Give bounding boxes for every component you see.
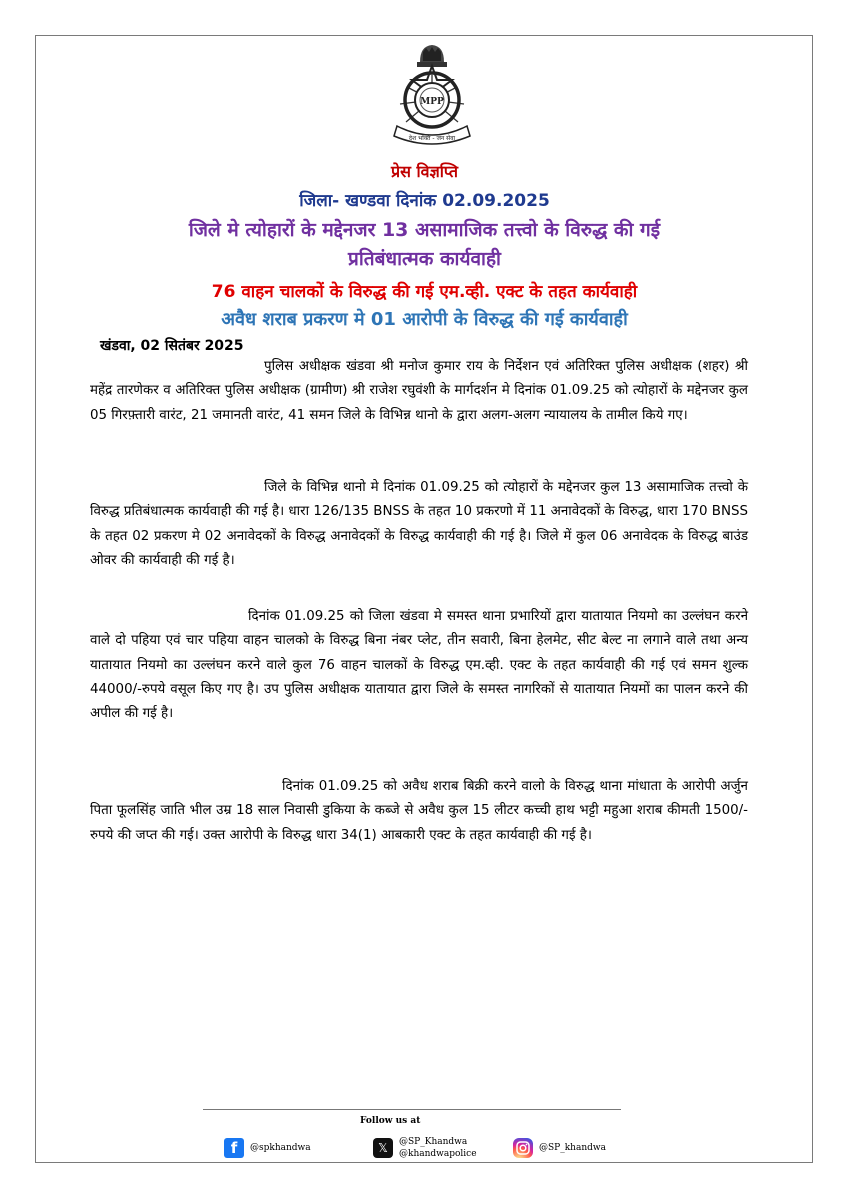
paragraph-traffic-action: दिनांक 01.09.25 को जिला खंडवा मे समस्त थाना प्रभारियों द्वारा यातायात नियमो का उल्लंघन करने वाले दो पहिया एवं चार पहिया वाहन चालको के विरुद्ध बिना नंबर प्लेट, तीन सवारी, बिना हेलमेट, सीट बेल्ट ना लगाने वाले तथा अन्य यातायात नियमो का उल्लंघन करने वाले कुल 76 वाहन चालकों के विरुद्ध एम.व्ही. एक्ट के तहत कार्यवाही की गई एवं समन शुल्क 44000/-रुपये वसूल किए गए है। उप पुलिस अधीक्षक यातायात द्वारा जिले के समस्त नागरिकों से यातायात नियमों का पालन करने की अपील की गई है। xyxy=(90,609,748,722)
paragraph-preventive-action: जिले के विभिन्न थानो मे दिनांक 01.09.25 को त्योहारों के मद्देनजर कुल 13 असामाजिक तत्त्वो के विरुद्ध प्रतिबंधात्मक कार्यवाही की गई है। धारा 126/135 BNSS के तहत 10 प्रकरणो में 11 अनावेदकों के विरुद्ध, धारा 170 BNSS के तहत 02 प्रकरण मे 02 अनावेदकों के विरुद्ध अनावेदकों के विरुद्ध कार्यवाही की गई है। जिले में कुल 06 अनावेदक के विरुद्ध बाउंड ओवर की कार्यवाही की गई है। xyxy=(90,480,748,568)
twitter-link[interactable] xyxy=(373,1134,477,1162)
press-release-title: प्रेस विज्ञप्ति xyxy=(391,162,458,181)
paragraph-warrants: पुलिस अधीक्षक खंडवा श्री मनोज कुमार राय के निर्देशन एवं अतिरिक्त पुलिस अधीक्षक (शहर) श्री महेंद्र तारणेकर व अतिरिक्त पुलिस अधीक्षक (ग्रामीण) श्री राजेश रघुवंशी के मार्गदर्शन मे दिनांक 01.09.25 को त्योहारों के मद्देनजर कुल 05 गिरफ़्तारी वारंट, 21 जमानती वारंट, 41 समन जिले के विभिन्न थानो के द्वारा अलग-अलग न्यायालय के तामील किये गए। xyxy=(90,359,748,423)
district-date: जिला- खण्डवा दिनांक 02.09.2025 xyxy=(299,191,550,211)
dateline: खंडवा, 02 सितंबर 2025 xyxy=(100,338,244,354)
main-headline xyxy=(60,216,789,274)
twitter-handle-1: @SP_Khandwa xyxy=(399,1137,468,1147)
subheadline-liquor-case: अवैध शराब प्रकरण मे 01 आरोपी के विरुद्ध की गई कार्यवाही xyxy=(221,309,628,330)
follow-us-label: Follow us at xyxy=(360,1116,421,1126)
footer-divider xyxy=(203,1109,621,1110)
mp-police-emblem xyxy=(382,42,482,154)
facebook-icon: f xyxy=(224,1138,244,1158)
subheadline-vehicle-action: 76 वाहन चालकों के विरुद्ध की गई एम.व्ही. एक्ट के तहत कार्यवाही xyxy=(211,282,638,302)
facebook-link[interactable] xyxy=(224,1134,311,1162)
instagram-link[interactable] xyxy=(513,1134,606,1162)
facebook-handle: @spkhandwa xyxy=(250,1143,311,1153)
headline-line-1: जिले मे त्योहारों के मद्देनजर 13 असामाजिक तत्त्वो के विरुद्ध की गई xyxy=(188,219,661,241)
instagram-handle: @SP_khandwa xyxy=(539,1143,606,1153)
paragraph-illegal-liquor: दिनांक 01.09.25 को अवैध शराब बिक्री करने वालो के विरुद्ध थाना मांधाता के आरोपी अर्जुन पिता फूलसिंह जाति भील उम्र 18 साल निवासी डुकिया के कब्जे से अवैध कुल 15 लीटर कच्ची हाथ भट्टी महुआ शराब कीमती 1500/- रुपये की जप्त की गई। उक्त आरोपी के विरुद्ध धारा 34(1) आबकारी एक्ट के तहत कार्यवाही की गई है। xyxy=(90,779,748,843)
twitter-handle-2: @khandwapolice xyxy=(399,1149,477,1159)
emblem-motto: देश भक्ति - जन सेवा xyxy=(408,135,456,142)
x-twitter-icon: 𝕏 xyxy=(373,1138,393,1158)
svg-text:MPP: MPP xyxy=(420,97,444,107)
instagram-icon xyxy=(513,1138,533,1158)
headline-line-2: प्रतिबंधात्मक कार्यवाही xyxy=(348,248,501,270)
